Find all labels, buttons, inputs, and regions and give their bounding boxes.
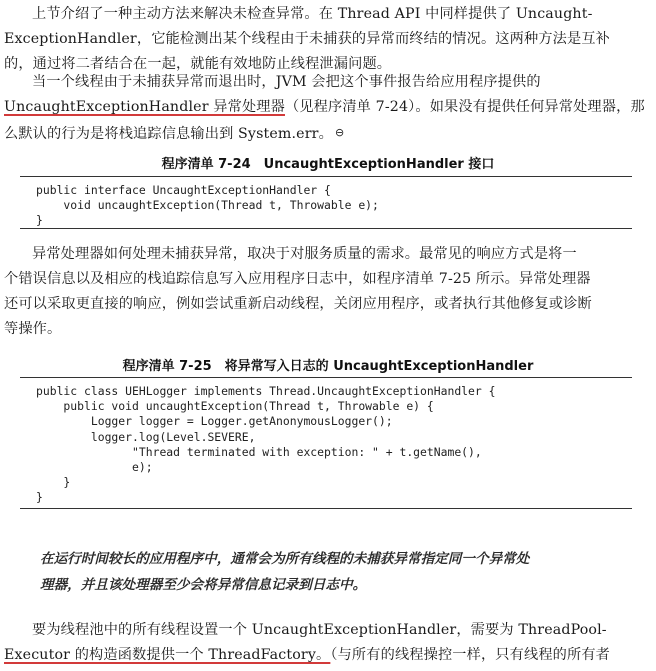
text-line xyxy=(4,120,648,147)
underlined-threadfactory-term: Executor 的构造函数提供一个 ThreadFactory。 xyxy=(4,647,331,663)
code-line: logger.log(Level.SEVERE, xyxy=(36,429,256,444)
text-line: 在运行时间较长的应用程序中，通常会为所有线程的未捕获异常指定同一个异常处 xyxy=(40,551,530,567)
code-listing-7-25 xyxy=(20,377,632,509)
code-line: void uncaughtException(Thread t, Throwable e); xyxy=(36,198,379,213)
text-line: 异常处理器如何处理未捕获异常，取决于对服务质量的需求。最常见的响应方式是将一 xyxy=(32,246,577,262)
text-line: 当一个线程由于未捕获异常而退出时，JVM 会把这个事件报告给应用程序提供的 xyxy=(32,74,541,90)
code-line: } xyxy=(36,475,71,490)
code-listing-7-24 xyxy=(20,176,632,229)
code-line: public interface UncaughtExceptionHandler { xyxy=(36,183,331,197)
text-line: 等操作。 xyxy=(4,321,62,337)
listing-caption: 程序清单 7-25 将异常写入日志的 UncaughtExceptionHandler xyxy=(122,359,534,374)
text-line: 要为线程池中的所有线程设置一个 UncaughtExceptionHandler，需要为 ThreadPool- xyxy=(32,622,607,638)
text-line: 的，通过将二者结合在一起，就能有效地防止线程泄漏问题。 xyxy=(4,56,392,72)
paragraph-intro xyxy=(4,2,648,77)
code-line: public class UEHLogger implements Thread.UncaughtExceptionHandler { xyxy=(36,384,496,398)
text-segment: （与所有的线程操控一样，只有线程的所有者 xyxy=(330,647,611,663)
code-line: } xyxy=(36,213,43,228)
text-segment: （见程序清单 7-24）。如果没有提供任何异常处理器，那 xyxy=(284,99,645,115)
paragraph-handler-response xyxy=(4,242,648,342)
tip-note xyxy=(40,546,640,598)
text-line: ExceptionHandler，它能检测出某个线程由于未捕获的异常而终结的情况。这两种方法是互补 xyxy=(4,31,611,47)
paragraph-jvm-report xyxy=(4,70,648,147)
text-line: 还可以采取更直接的响应，例如尝试重新启动线程，关闭应用程序，或者执行其他修复或诊断 xyxy=(4,296,592,312)
underlined-handler-term: UncaughtExceptionHandler 异常处理器 xyxy=(4,99,285,115)
text-line: 理器，并且该处理器至少会将异常信息记录到日志中。 xyxy=(40,577,367,593)
listing-caption: 程序清单 7-24 UncaughtExceptionHandler 接口 xyxy=(161,157,495,172)
text-segment: 么默认的行为是将栈追踪信息输出到 System.err。 xyxy=(4,126,333,142)
text-line xyxy=(4,643,648,668)
paragraph-thread-pool xyxy=(4,618,648,668)
code-line: Logger logger = Logger.getAnonymousLogger(); xyxy=(36,414,393,429)
code-line: public void uncaughtException(Thread t, Throwable e) { xyxy=(36,399,434,414)
code-line: } xyxy=(36,490,43,505)
text-line: 个错误信息以及相应的栈追踪信息写入应用程序日志中，如程序清单 7-25 所示。异常处理器 xyxy=(4,271,591,287)
text-line: 上节介绍了一种主动方法来解决未检查异常。在 Thread API 中同样提供了 Uncaught- xyxy=(32,6,593,22)
text-line xyxy=(4,95,648,120)
footnote-marker: ⊖ xyxy=(334,126,345,139)
code-line: e); xyxy=(36,460,153,475)
code-line: "Thread terminated with exception: " + t.getName(), xyxy=(36,444,482,459)
